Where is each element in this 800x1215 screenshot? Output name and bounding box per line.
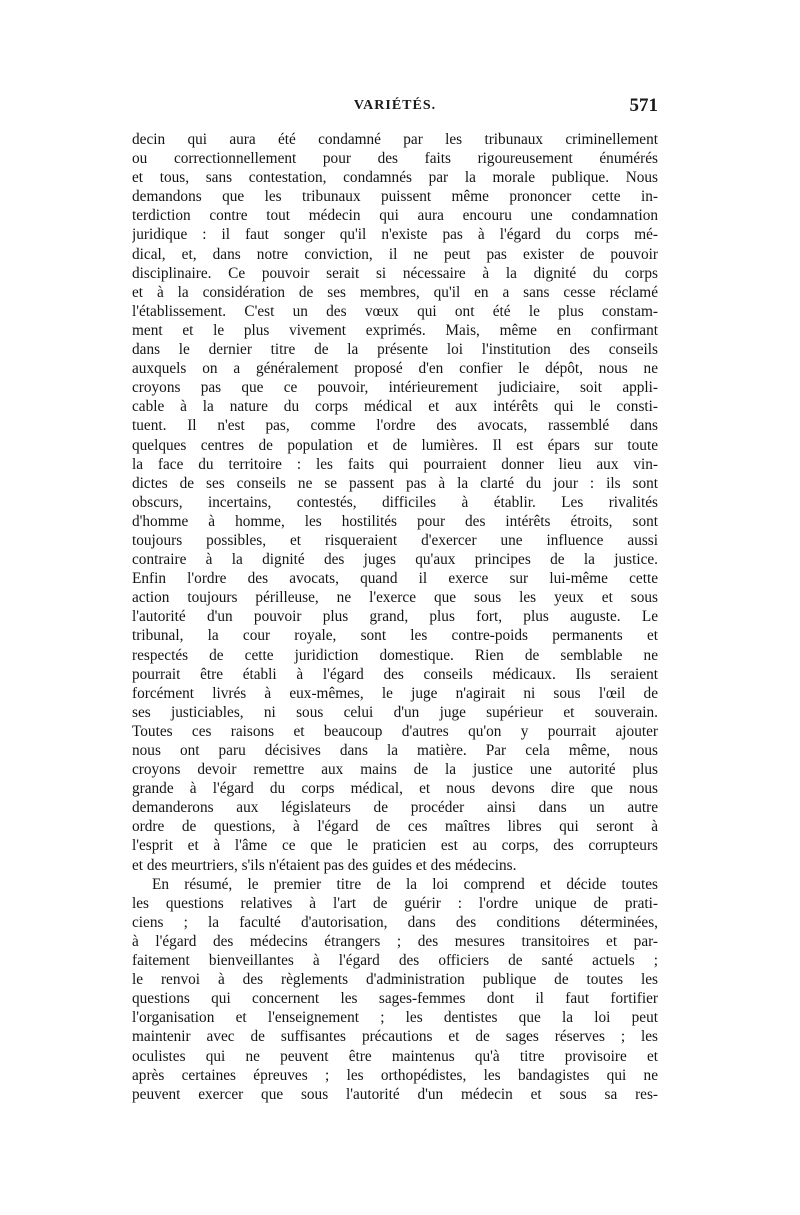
text-line: ou correctionnellement pour des faits rigoureusement énumérés (132, 150, 658, 168)
text-line: ordre de questions, à l'égard de ces maîtres libres qui seront à (132, 818, 658, 836)
text-line: d'homme à homme, les hostilités pour des intérêts étroits, sont (132, 512, 658, 530)
text-line: terdiction contre tout médecin qui aura encouru une condamnation (132, 207, 658, 225)
text-line: tribunal, la cour royale, sont les contre-poids permanents et (132, 627, 658, 645)
text-line: En résumé, le premier titre de la loi comprend et décide toutes (152, 875, 658, 893)
text-line: contraire à la dignité des juges qu'aux principes de la justice. (132, 551, 658, 569)
text-line: demandons que les tribunaux puissent même prononcer cette in- (132, 188, 658, 206)
text-line: l'autorité d'un pouvoir plus grand, plus fort, plus auguste. Le (132, 608, 658, 626)
text-line: dical, et, dans notre conviction, il ne peut pas exister de pouvoir (132, 245, 658, 263)
text-line: quelques centres de population et de lumières. Il est épars sur toute (132, 436, 658, 454)
text-line: croyons pas que ce pouvoir, intérieurement judiciaire, soit appli- (132, 379, 658, 397)
text-line: après certaines épreuves ; les orthopédistes, les bandagistes qui ne (132, 1066, 658, 1084)
page-number: 571 (629, 95, 658, 116)
text-line: les questions relatives à l'art de guérir : l'ordre unique de prati- (132, 894, 658, 912)
text-line: respectés de cette juridiction domestique. Rien de semblable ne (132, 646, 658, 664)
text-line: forcément livrés à eux-mêmes, le juge n'agirait ni sous l'œil de (132, 684, 658, 702)
text-line: tuent. Il n'est pas, comme l'ordre des avocats, rassemblé dans (132, 417, 658, 435)
running-head (132, 95, 658, 122)
text-line: cable à la nature du corps médical et aux intérêts qui le consti- (132, 398, 658, 416)
text-line: à l'égard des médecins étrangers ; des mesures transitoires et par- (132, 932, 658, 950)
text-line: l'organisation et l'enseignement ; les dentistes que la loi peut (132, 1009, 658, 1027)
text-line: et tous, sans contestation, condamnés par la morale publique. Nous (132, 169, 658, 187)
text-line: maintenir avec de suffisantes précautions et de sages réserves ; les (132, 1028, 658, 1046)
text-line: pourrait être établi à l'égard des conseils médicaux. Ils seraient (132, 665, 658, 683)
text-line: et des meurtriers, s'ils n'étaient pas des guides et des médecins. (132, 856, 517, 874)
text-line: le renvoi à des règlements d'administration publique de toutes les (132, 971, 658, 989)
text-line: action toujours périlleuse, ne l'exerce que sous les yeux et sous (132, 589, 658, 607)
text-line: ses justiciables, ni sous celui d'un juge supérieur et souverain. (132, 703, 658, 721)
text-line: Enfin l'ordre des avocats, quand il exerce sur lui-même cette (132, 570, 658, 588)
running-title: VARIÉTÉS. (353, 98, 437, 113)
text-line: dans le dernier titre de la présente loi l'institution des conseils (132, 341, 658, 359)
text-line: et à la considération de ses membres, qu'il en a sans cesse réclamé (132, 283, 658, 301)
text-line: Toutes ces raisons et beaucoup d'autres qu'on y pourrait ajouter (132, 722, 658, 740)
text-line: obscurs, incertains, contestés, difficiles à établir. Les rivalités (132, 493, 658, 511)
text-line: juridique : il faut songer qu'il n'existe pas à l'égard du corps mé- (132, 226, 658, 244)
text-line: faitement bienveillantes à l'égard des officiers de santé actuels ; (132, 952, 658, 970)
text-line: la face du territoire : les faits qui pourraient donner lieu aux vin- (132, 455, 658, 473)
text-line: peuvent exercer que sous l'autorité d'un médecin et sous sa res- (132, 1085, 658, 1103)
text-line: ciens ; la faculté d'autorisation, dans des conditions déterminées, (132, 913, 658, 931)
text-line: dictes de ses conseils ne se passent pas à la clarté du jour : ils sont (132, 474, 658, 492)
text-line: l'établissement. C'est un des vœux qui ont été le plus constam- (132, 302, 658, 320)
text-line: grande à l'égard du corps médical, et nous devons dire que nous (132, 780, 658, 798)
body-text (132, 130, 658, 1104)
text-line: croyons devoir remettre aux mains de la justice une autorité plus (132, 761, 658, 779)
text-line: disciplinaire. Ce pouvoir serait si nécessaire à la dignité du corps (132, 264, 658, 282)
text-line: l'esprit et à l'âme ce que le praticien est au corps, des corrupteurs (132, 837, 658, 855)
text-line: decin qui aura été condamné par les tribunaux criminellement (132, 131, 658, 148)
text-line: nous ont paru décisives dans la matière. Par cela même, nous (132, 742, 658, 759)
text-line: questions qui concernent les sages-femmes dont il faut fortifier (132, 990, 658, 1008)
text-line: ment et le plus vivement exprimés. Mais, même en confirmant (132, 321, 658, 339)
text-line: demanderons aux législateurs de procéder ainsi dans un autre (132, 799, 658, 817)
text-line: toujours possibles, et risqueraient d'exercer une influence aussi (132, 531, 658, 549)
text-line: oculistes qui ne peuvent être maintenus qu'à titre provisoire et (132, 1047, 658, 1065)
text-line: auxquels on a généralement proposé d'en confier le dépôt, nous ne (132, 360, 658, 378)
